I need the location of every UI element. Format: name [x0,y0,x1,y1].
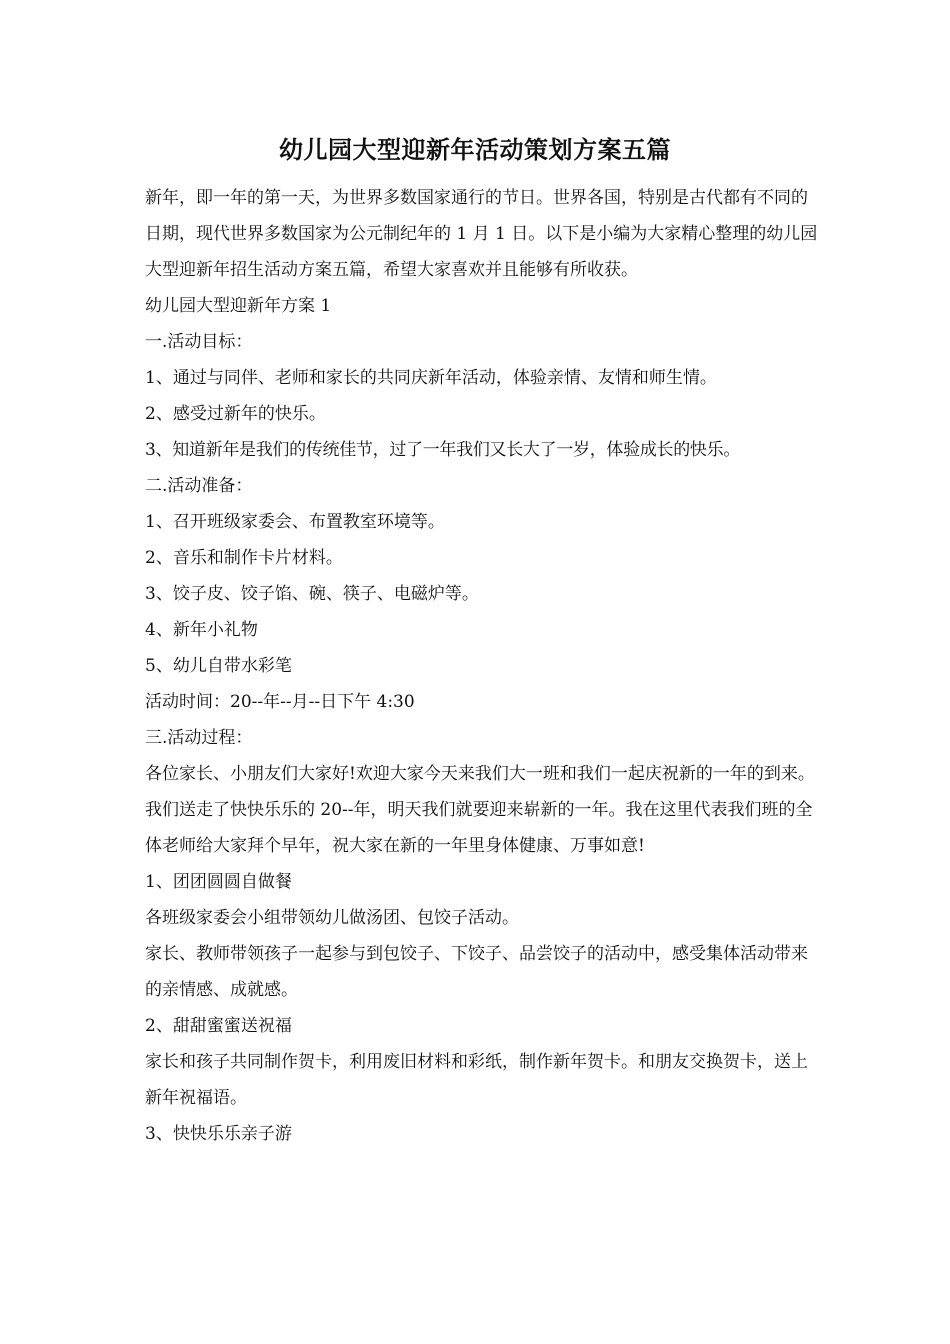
list-item: 1、通过与同伴、老师和家长的共同庆新年活动，体验亲情、友情和师生情。 [145,368,717,388]
subsection-heading: 二.活动准备： [145,476,253,496]
list-item: 2、感受过新年的快乐。 [145,404,326,424]
list-item: 3、知道新年是我们的传统佳节，过了一年我们又长大了一岁，体验成长的快乐。 [145,440,741,460]
list-item: 5、幼儿自带水彩笔 [145,656,292,676]
subsection-heading: 一.活动目标： [145,332,253,352]
body-paragraph: 家长、教师带领孩子一起参与到包饺子、下饺子、品尝饺子的活动中，感受集体活动带来的亲情感、成就感。 [145,944,808,1000]
activity-heading: 2、甜甜蜜蜜送祝福 [145,1016,292,1036]
list-item: 2、音乐和制作卡片材料。 [145,548,343,568]
activity-heading: 3、快快乐乐亲子游 [145,1124,292,1144]
body-paragraph: 各位家长、小朋友们大家好!欢迎大家今天来我们大一班和我们一起庆祝新的一年的到来。我们送走了快快乐乐的 20--年，明天我们就要迎来崭新的一年。我在这里代表我们班的全体老师给大家拜个早年，祝大家在新的一年里身体健康、万事如意! [145,764,815,856]
document-body [145,180,820,1152]
list-item: 1、召开班级家委会、布置教室环境等。 [145,512,445,532]
body-paragraph: 家长和孩子共同制作贺卡，利用废旧材料和彩纸，制作新年贺卡。和朋友交换贺卡，送上新年祝福语。 [145,1052,808,1108]
activity-heading: 1、团团圆圆自做餐 [145,872,292,892]
subsection-heading: 三.活动过程： [145,728,253,748]
activity-time: 活动时间：20--年--月--日下午 4:30 [145,692,415,712]
intro-paragraph: 新年，即一年的第一天，为世界多数国家通行的节日。世界各国，特别是古代都有不同的日期，现代世界多数国家为公元制纪年的 1 月 1 日。以下是小编为大家精心整理的幼儿园大型迎新年招生活动方案五篇，希望大家喜欢并且能够有所收获。 [145,188,818,280]
document-title: 幼儿园大型迎新年活动策划方案五篇 [279,135,671,164]
body-paragraph: 各班级家委会小组带领幼儿做汤团、包饺子活动。 [145,908,519,928]
list-item: 3、饺子皮、饺子馅、碗、筷子、电磁炉等。 [145,584,479,604]
section-heading: 幼儿园大型迎新年方案 1 [145,296,332,316]
list-item: 4、新年小礼物 [145,620,258,640]
